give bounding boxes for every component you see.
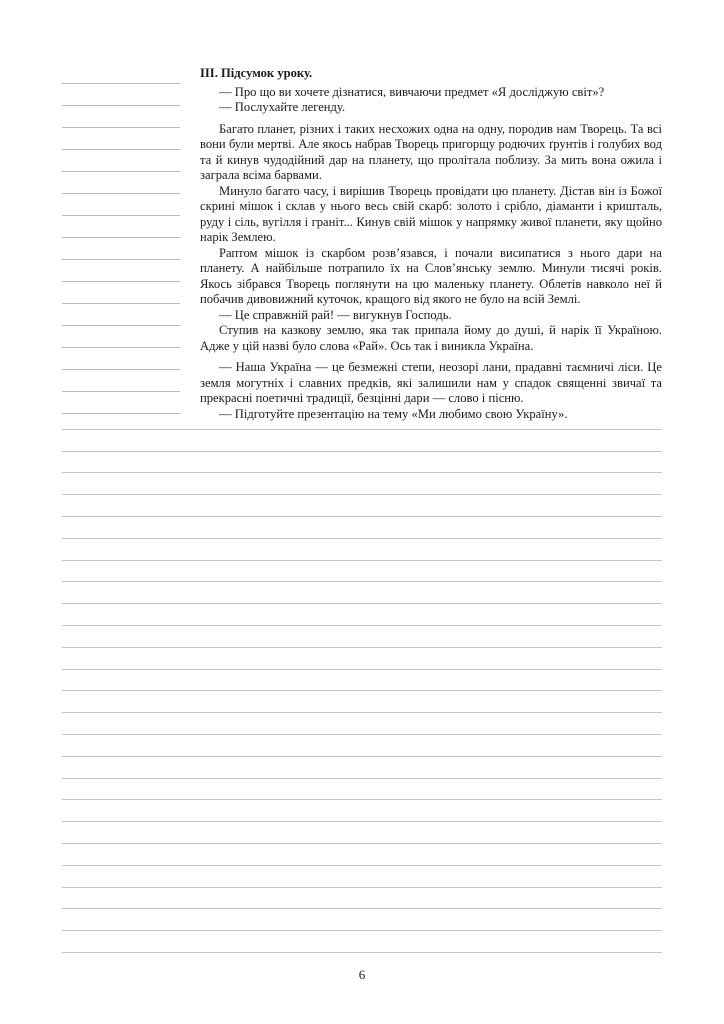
- margin-line: [62, 62, 180, 84]
- paragraph: — Послухайте легенду.: [219, 100, 346, 114]
- writing-line: [62, 931, 662, 953]
- margin-line: [62, 326, 180, 348]
- margin-line: [62, 238, 180, 260]
- writing-line: [62, 779, 662, 801]
- paragraph: Раптом мішок із скарбом розв’язався, і почали висипатися з нього дари на планету. А найбільше потрапило їх на Слов’янську землю. Минули тисячі років. Якось зібрався Творець поглянути на цю маленьку планету. Облетів навколо неї й побачив дивовижний куточок, кращого від якого не було на всій Землі.: [200, 245, 662, 306]
- margin-line: [62, 370, 180, 392]
- writing-line: [62, 582, 662, 604]
- writing-line: [62, 517, 662, 539]
- writing-line: [62, 473, 662, 495]
- margin-line: [62, 282, 180, 304]
- writing-line: [62, 822, 662, 844]
- writing-line: [62, 408, 662, 430]
- margin-line: [62, 84, 180, 106]
- margin-line: [62, 216, 180, 238]
- writing-line: [62, 430, 662, 452]
- section-heading: III. Підсумок уроку.: [200, 66, 313, 80]
- margin-note-lines: [62, 62, 180, 414]
- paragraph: Ступив на казкову землю, яка так припала йому до душі, й нарік її Україною. Адже у цій назві було слова «Рай». Ось так і виникла Україна.: [200, 323, 662, 353]
- lesson-text: [200, 66, 662, 422]
- page-number: 6: [358, 967, 366, 982]
- margin-line: [62, 150, 180, 172]
- paragraph: — Наша Україна — це безмежні степи, неозорі лани, прадавні таємничі ліси. Це земля могутніх і славних предків, які залишили нам у спадок священні звичаї та прекрасні поетичні традиції, безцінні дари — слово і пісню.: [200, 360, 662, 405]
- paragraph: — Про що ви хочете дізнатися, вивчаючи предмет «Я досліджую світ»?: [219, 84, 605, 99]
- writing-line: [62, 670, 662, 692]
- writing-line: [62, 539, 662, 561]
- paragraph: Минуло багато часу, і вирішив Творець провідати цю планету. Дістав він із Божої скрині мішок і склав у нього весь свій скарб: золото і срібло, діаманти і кришталь, руду і сіль, вугілля і граніт... Кинув свій мішок у напрямку живої планети, яку щойно нарік Землею.: [200, 183, 662, 244]
- margin-line: [62, 172, 180, 194]
- writing-lines: [62, 408, 662, 953]
- writing-line: [62, 604, 662, 626]
- paragraph: Багато планет, різних і таких несхожих одна на одну, породив нам Творець. Та всі вони були мертві. Але якось набрав Творець пригорщу родючих ґрунтів і голубих вод та й кинув чудодійний дар на планету, що пролітала поблизу. За мить вона ожила і заграла всіма барвами.: [200, 121, 662, 182]
- writing-line: [62, 757, 662, 779]
- paragraph: — Це справжній рай! — вигукнув Господь.: [219, 307, 452, 322]
- margin-line: [62, 304, 180, 326]
- paragraph: — Підготуйте презентацію на тему «Ми любимо свою Україну».: [219, 406, 568, 421]
- writing-line: [62, 866, 662, 888]
- margin-line: [62, 106, 180, 128]
- margin-line: [62, 348, 180, 370]
- writing-line: [62, 800, 662, 822]
- writing-line: [62, 452, 662, 474]
- writing-line: [62, 844, 662, 866]
- writing-line: [62, 888, 662, 910]
- margin-line: [62, 128, 180, 150]
- writing-line: [62, 495, 662, 517]
- writing-line: [62, 561, 662, 583]
- writing-line: [62, 626, 662, 648]
- writing-line: [62, 691, 662, 713]
- margin-line: [62, 260, 180, 282]
- writing-line: [62, 735, 662, 757]
- writing-line: [62, 713, 662, 735]
- writing-line: [62, 648, 662, 670]
- margin-line: [62, 194, 180, 216]
- writing-line: [62, 909, 662, 931]
